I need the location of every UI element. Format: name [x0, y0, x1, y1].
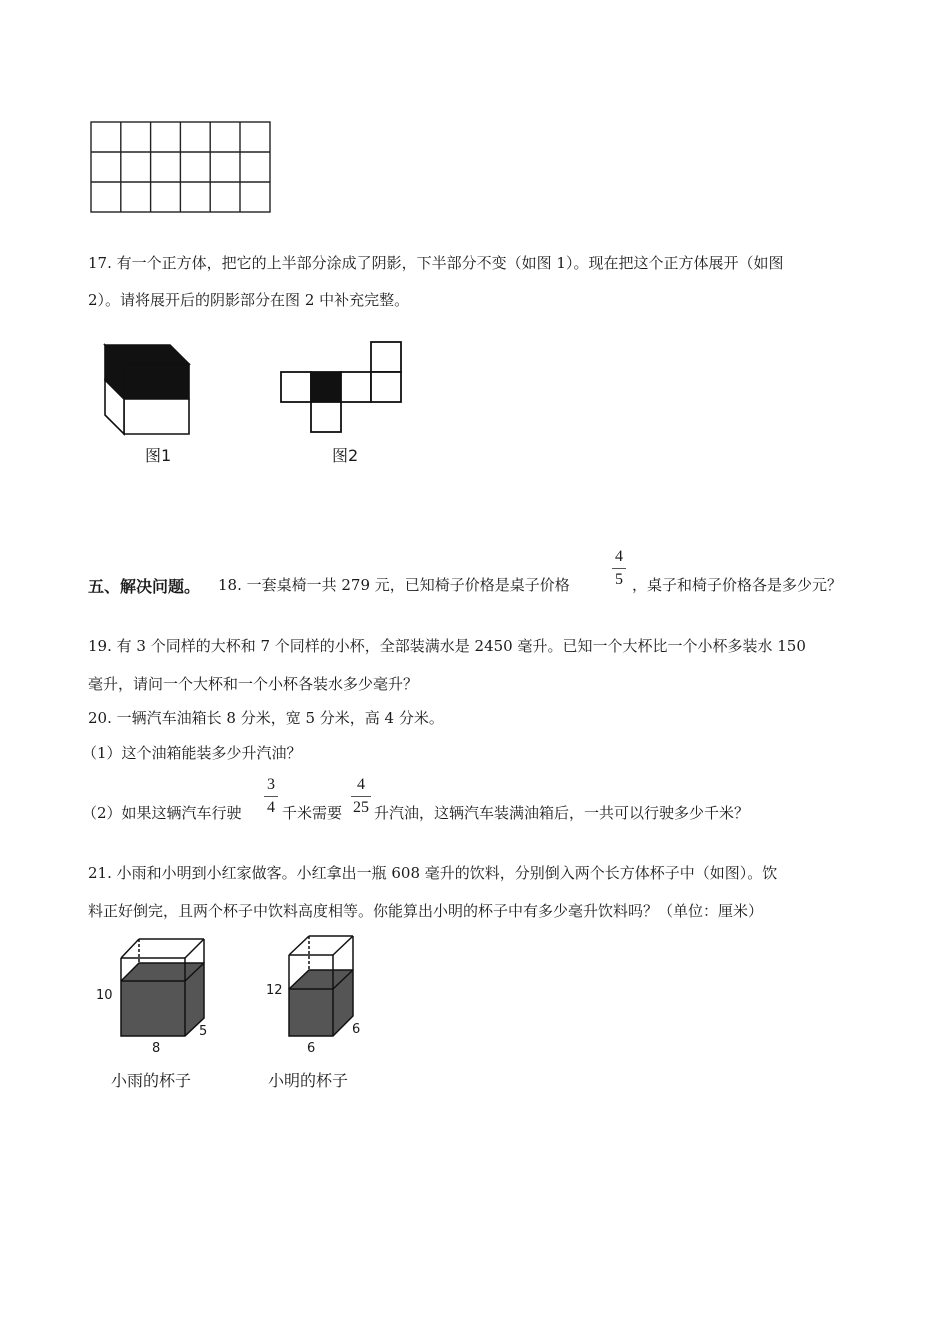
cup2-height-label: 12 — [266, 983, 283, 998]
fraction-bar — [351, 796, 371, 797]
figure2-label: 图2 — [332, 446, 359, 465]
fraction-bar — [612, 568, 626, 569]
q17-text-line1: 17. 有一个正方体，把它的上半部分涂成了阴影，下半部分不变（如图 1）。现在把这个正方体展开（如图 — [88, 254, 784, 272]
cup-figure-xiaoming — [286, 932, 361, 1040]
q18-fraction-numerator: 4 — [615, 548, 623, 565]
cube-net-figure-2 — [278, 340, 404, 436]
cup1-height-label: 10 — [96, 988, 113, 1003]
q20-subquestion-1: （1）这个油箱能装多少升汽油？ — [82, 744, 302, 762]
cup2-length-label: 6 — [307, 1041, 316, 1056]
q20-fraction-2-numerator: 4 — [357, 776, 365, 793]
q19-text-line1: 19. 有 3 个同样的大杯和 7 个同样的小杯，全部装满水是 2450 毫升。已知一个大杯比一个小杯多装水 150 — [88, 637, 806, 655]
q20-subquestion-2-b: 千米需要 — [282, 804, 343, 822]
cup-figure-xiaoyu — [118, 935, 210, 1039]
grid-figure — [90, 121, 272, 215]
q18-text-before: 18. 一套桌椅一共 279 元，已知椅子价格是桌子价格 — [218, 576, 570, 594]
q20-fraction-1-denominator: 4 — [267, 799, 275, 816]
q21-text-line1: 21. 小雨和小明到小红家做客。小红拿出一瓶 608 毫升的饮料，分别倒入两个长方体杯子中（如图）。饮 — [88, 864, 778, 882]
q20-fraction-2 — [351, 776, 371, 817]
q20-fraction-1-numerator: 3 — [267, 776, 275, 793]
q19-text-line2: 毫升，请问一个大杯和一个小杯各装水多少毫升？ — [88, 675, 419, 693]
figure1-label: 图1 — [145, 446, 172, 465]
q21-text-line2: 料正好倒完，且两个杯子中饮料高度相等。你能算出小明的杯子中有多少毫升饮料吗？（单位：厘米） — [88, 902, 764, 920]
fraction-bar — [264, 796, 278, 797]
q20-fraction-1 — [264, 776, 278, 817]
q17-text-line2: 2）。请将展开后的阴影部分在图 2 中补充完整。 — [88, 291, 410, 309]
cup2-caption: 小明的杯子 — [268, 1071, 349, 1090]
cup1-caption: 小雨的杯子 — [111, 1071, 192, 1090]
q20-subquestion-2-c: 升汽油，这辆汽车装满油箱后，一共可以行驶多少千米？ — [374, 804, 750, 822]
q20-text-line1: 20. 一辆汽车油箱长 8 分米，宽 5 分米，高 4 分米。 — [88, 709, 444, 727]
cup2-width-label: 6 — [352, 1022, 361, 1037]
q18-text-after: ，桌子和椅子价格各是多少元？ — [632, 576, 843, 594]
cube-figure-1 — [100, 340, 196, 436]
q20-fraction-2-denominator: 25 — [353, 799, 369, 816]
q20-subquestion-2-a: （2）如果这辆汽车行驶 — [82, 804, 242, 822]
section-heading: 五、解决问题。 — [88, 577, 201, 596]
cup1-width-label: 5 — [199, 1024, 208, 1039]
q18-fraction — [612, 548, 626, 589]
cup1-length-label: 8 — [152, 1041, 161, 1056]
q18-fraction-denominator: 5 — [615, 571, 623, 588]
